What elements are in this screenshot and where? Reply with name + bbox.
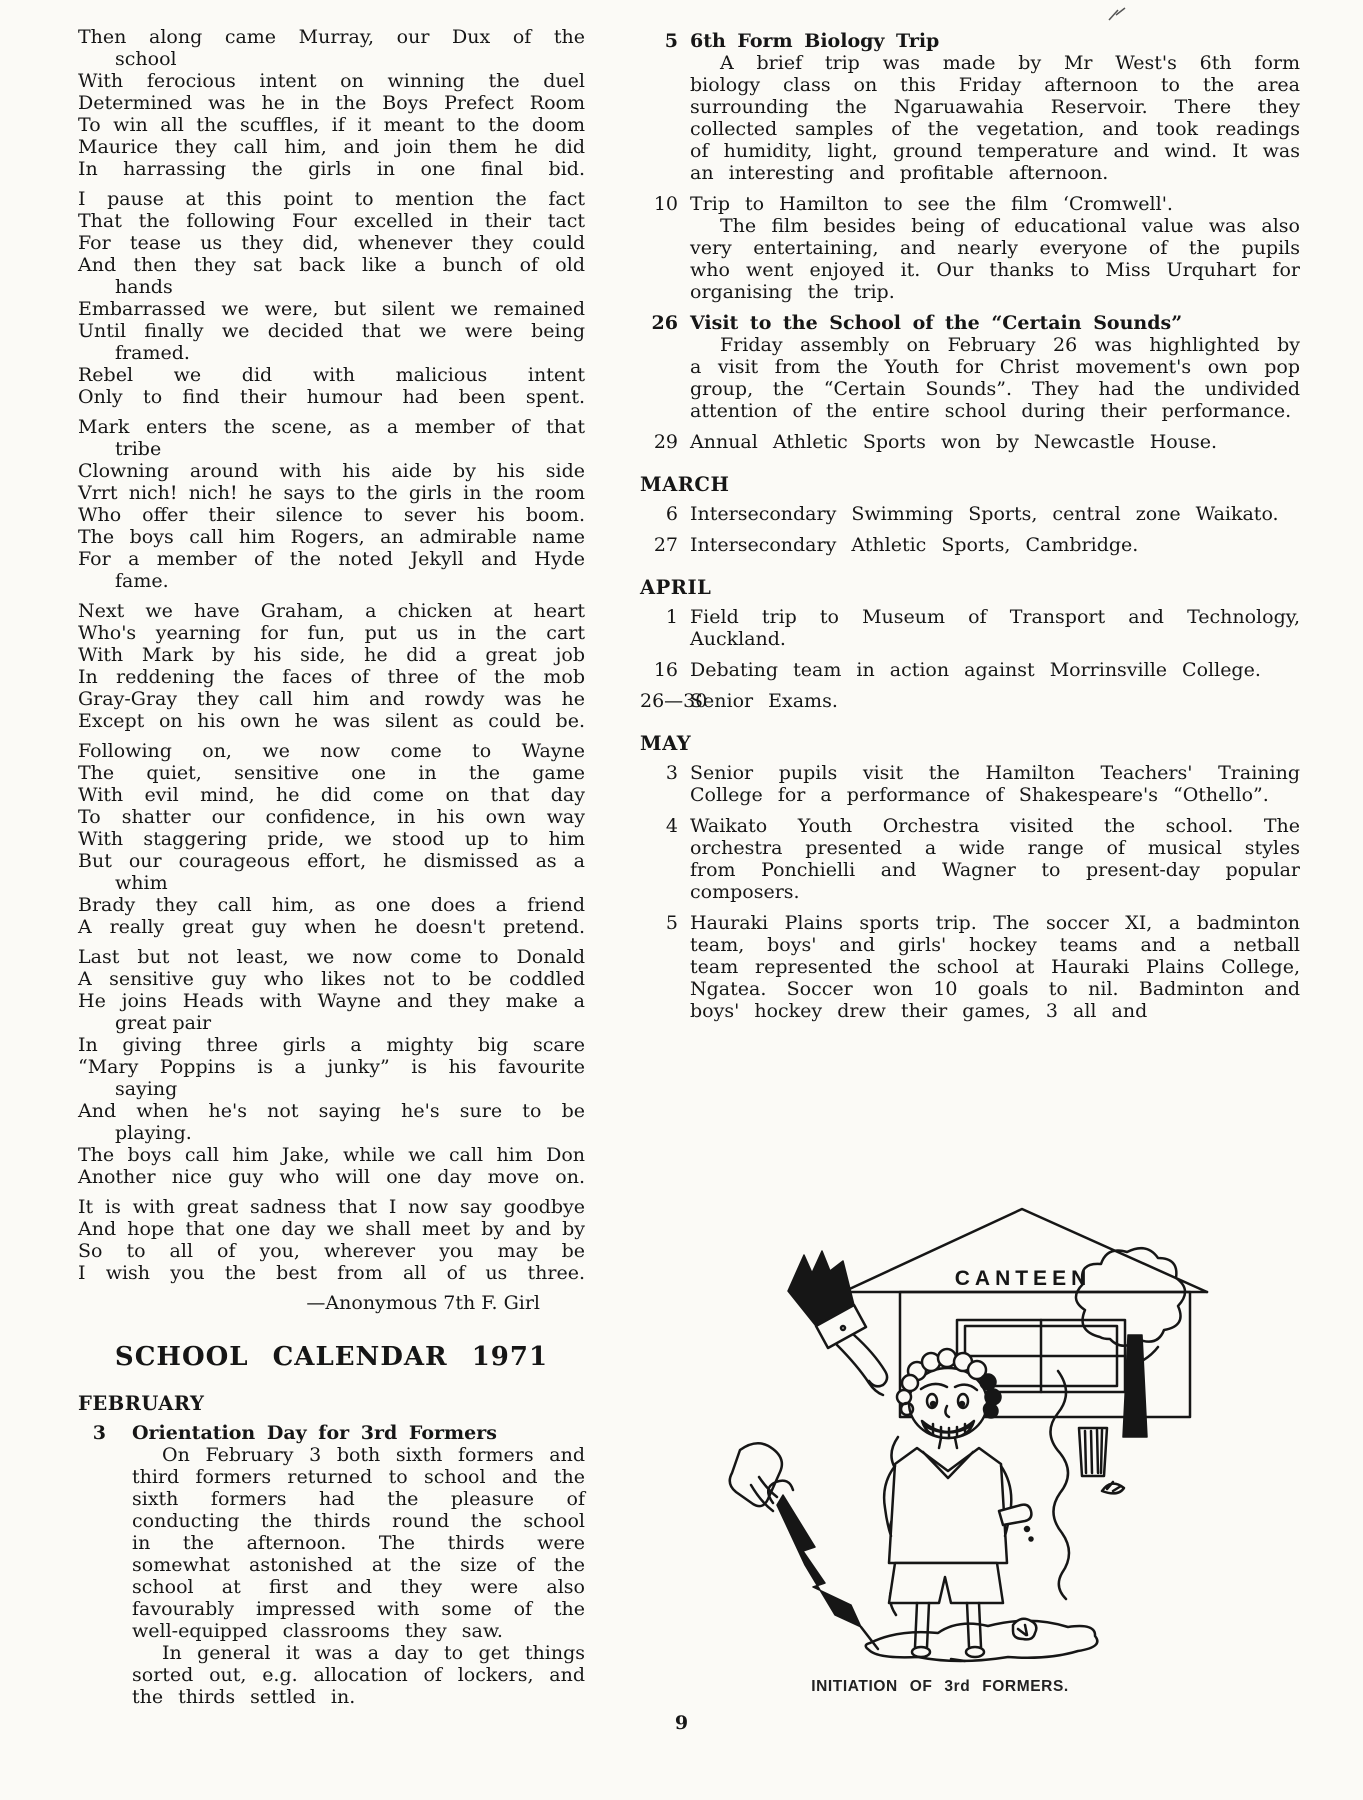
calendar-entry	[640, 431, 1300, 453]
calendar-day: 5	[665, 912, 678, 934]
calendar-entry-paragraph: The film besides being of educational value was also very entertaining, and nearly everyone of the pupils who went enjoyed it. Our thanks to Miss Urquhart for organising the trip.	[690, 215, 1300, 303]
left-column	[78, 26, 585, 1717]
calendar-day: 26—30	[640, 690, 708, 712]
calendar-entry	[640, 30, 1300, 184]
squiggle-path-right	[1050, 1371, 1069, 1599]
poem-line: saying	[115, 1078, 178, 1100]
paintbrush-icon	[788, 1251, 887, 1395]
poem-line: Gray-Gray they call him and rowdy was he	[78, 688, 585, 710]
calendar-entry-paragraph: On February 3 both sixth formers and third formers returned to school and the sixth formers had the pleasure of conducting the thirds round the school in the afternoon. The thirds were somewhat astonished at the size of the school at first and they were also favourably impressed with some of the well-equipped classrooms they saw.	[132, 1444, 585, 1642]
poem-line: Embarrassed we were, but silent we remained	[78, 298, 585, 320]
calendar-entry-content	[690, 431, 1300, 453]
calendar-entry-content	[690, 912, 1300, 1022]
calendar-entry-paragraph: Senior pupils visit the Hamilton Teachers' Training College for a performance of Shakespeare's “Othello”.	[690, 762, 1300, 806]
poem-line: fame.	[115, 570, 169, 592]
boy-figure	[884, 1349, 1033, 1657]
poem-line: Who offer their silence to sever his boom.	[78, 504, 585, 526]
poem-line: Only to find their humour had been spent.	[78, 386, 585, 408]
poem-stanza	[78, 416, 585, 592]
poem-line: Next we have Graham, a chicken at heart	[78, 600, 585, 622]
poem-line: A sensitive guy who likes not to be coddled	[78, 968, 585, 990]
calendar-entry-paragraph: Field trip to Museum of Transport and Technology, Auckland.	[690, 606, 1300, 650]
poem-line: whim	[115, 872, 168, 894]
calendar-entry-paragraph: Debating team in action against Morrinsville College.	[690, 659, 1261, 681]
page-number: 9	[674, 1712, 689, 1734]
calendar-entry	[640, 659, 1300, 681]
month-heading: MAY	[640, 732, 692, 755]
calendar-entry-title: 6th Form Biology Trip	[690, 30, 940, 52]
calendar-entry	[78, 1422, 585, 1708]
poem-attribution: —Anonymous 7th F. Girl	[306, 1292, 540, 1314]
poem-stanza	[78, 26, 585, 180]
calendar-right	[640, 30, 1300, 1022]
poem-line: With ferocious intent on winning the duel	[78, 70, 585, 92]
poem-line: Clowning around with his aide by his side	[78, 460, 585, 482]
poem-line: tribe	[115, 438, 162, 460]
calendar-day: 16	[653, 659, 678, 681]
poem-line: I wish you the best from all of us three.	[78, 1262, 585, 1284]
calendar-day: 26	[651, 312, 678, 334]
calendar-entry-paragraph: A brief trip was made by Mr West's 6th form biology class on this Friday afternoon to the area surrounding the Ngaruawahia Reservoir. There they collected samples of the vegetation, and took readings of humidity, light, ground temperature and wind. It was an interesting and profitable afternoon.	[690, 52, 1300, 184]
poem-line: Mark enters the scene, as a member of that	[78, 416, 585, 438]
poem-line: school	[115, 48, 177, 70]
poem-line: great pair	[115, 1012, 212, 1034]
canteen-label: CANTEEN	[954, 1267, 1092, 1290]
poem-line: framed.	[115, 342, 190, 364]
calendar-entry	[640, 503, 1300, 525]
calendar-entry-content	[690, 606, 1300, 650]
calendar-entry-content	[690, 30, 1300, 184]
poem-line: A really great guy when he doesn't pretend.	[78, 916, 585, 938]
initiation-cartoon	[655, 1185, 1315, 1680]
calendar-entry-content	[690, 534, 1300, 556]
canteen-building	[843, 1209, 1207, 1417]
poem-line: With staggering pride, we stood up to him	[78, 828, 585, 850]
calendar-entry	[640, 762, 1300, 806]
poem-line: Rebel we did with malicious intent	[78, 364, 585, 386]
poem-line: With Mark by his side, he did a great job	[78, 644, 585, 666]
calendar-entry-paragraph: Intersecondary Swimming Sports, central zone Waikato.	[690, 503, 1279, 525]
poem-line: Who's yearning for fun, put us in the cart	[78, 622, 585, 644]
poem-line: In giving three girls a mighty big scare	[78, 1034, 585, 1056]
calendar-entry	[640, 815, 1300, 903]
right-column	[640, 30, 1300, 1031]
poem-line: Maurice they call him, and join them he did	[78, 136, 585, 158]
poem-line: And hope that one day we shall meet by and by	[78, 1218, 585, 1240]
poem-line: Until finally we decided that we were being	[78, 320, 585, 342]
calendar-entry-content	[690, 762, 1300, 806]
calendar-entry	[640, 193, 1300, 303]
calendar-entry-content	[132, 1422, 585, 1708]
trash-can	[1079, 1428, 1107, 1476]
calendar-entry-title: Visit to the School of the “Certain Sounds”	[690, 312, 1183, 334]
poem-line: Another nice guy who will one day move on.	[78, 1166, 585, 1188]
poem-line: To win all the scuffles, if it meant to the doom	[78, 114, 585, 136]
month-heading: FEBRUARY	[78, 1392, 205, 1415]
poem-stanza	[78, 946, 585, 1188]
calendar-entry-content	[690, 659, 1300, 681]
calendar-entry	[640, 312, 1300, 422]
poem-line: Last but not least, we now come to Donald	[78, 946, 585, 968]
calendar-day: 29	[653, 431, 678, 453]
tree	[1076, 1248, 1185, 1437]
calendar-entry-content	[690, 503, 1300, 525]
poem-stanza	[78, 1196, 585, 1284]
poem-line: And when he's not saying he's sure to be	[78, 1100, 585, 1122]
calendar-entry-paragraph: Waikato Youth Orchestra visited the school. The orchestra presented a wide range of musical styles from Ponchielli and Wagner to present-day popular composers.	[690, 815, 1300, 903]
poem-line: For a member of the noted Jekyll and Hyde	[78, 548, 585, 570]
poem-line: Then along came Murray, our Dux of the	[78, 26, 585, 48]
calendar-day: 6	[665, 503, 678, 525]
poem-line: He joins Heads with Wayne and they make a	[78, 990, 585, 1012]
poem-line: And then they sat back like a bunch of old	[78, 254, 585, 276]
poem-line: The boys call him Rogers, an admirable name	[78, 526, 585, 548]
poem-line: The boys call him Jake, while we call him Don	[78, 1144, 585, 1166]
calendar-entry-paragraph: Annual Athletic Sports won by Newcastle House.	[690, 431, 1218, 453]
poem-line: With evil mind, he did come on that day	[78, 784, 585, 806]
calendar-heading: SCHOOL CALENDAR 1971	[114, 1342, 549, 1372]
calendar-day: 3	[92, 1422, 106, 1444]
calendar-entry	[640, 606, 1300, 650]
hand-with-umbrella	[730, 1443, 878, 1649]
calendar-day: 1	[665, 606, 678, 628]
cartoon-drawing	[655, 1185, 1315, 1680]
pen-mark	[1106, 6, 1128, 24]
month-heading: APRIL	[640, 576, 712, 599]
calendar-day: 27	[653, 534, 678, 556]
calendar-entry-paragraph: In general it was a day to get things sorted out, e.g. allocation of lockers, and the thirds settled in.	[132, 1642, 585, 1708]
calendar-entry-paragraph: Intersecondary Athletic Sports, Cambridge.	[690, 534, 1139, 556]
calendar-entry-paragraph: Senior Exams.	[690, 690, 838, 712]
poem-line: For tease us they did, whenever they could	[78, 232, 585, 254]
calendar-entry-content	[690, 690, 1300, 712]
month-heading: MARCH	[640, 473, 730, 496]
poem-line: It is with great sadness that I now say goodbye	[78, 1196, 585, 1218]
shell	[1102, 1482, 1124, 1493]
calendar-entry-title: Trip to Hamilton to see the film ‘Cromwell'.	[690, 193, 1173, 215]
calendar-entry-content	[690, 815, 1300, 903]
calendar-entry	[640, 912, 1300, 1022]
poem-line: playing.	[115, 1122, 192, 1144]
calendar-entry-content	[690, 312, 1300, 422]
poem-line: Determined was he in the Boys Prefect Room	[78, 92, 585, 114]
poem-line: To shatter our confidence, in his own way	[78, 806, 585, 828]
calendar-day: 10	[653, 193, 678, 215]
poem-line: Vrrt nich! nich! he says to the girls in the room	[78, 482, 585, 504]
calendar-entry	[640, 534, 1300, 556]
poem	[78, 26, 585, 1284]
calendar-day: 4	[665, 815, 678, 837]
poem-stanza	[78, 600, 585, 732]
poem-line: “Mary Poppins is a junky” is his favourite	[78, 1056, 585, 1078]
calendar-day: 5	[664, 30, 678, 52]
poem-line: But our courageous effort, he dismissed as a	[78, 850, 585, 872]
poem-line: I pause at this point to mention the fact	[78, 188, 585, 210]
poem-line: Brady they call him, as one does a friend	[78, 894, 585, 916]
poem-line: Following on, we now come to Wayne	[78, 740, 585, 762]
poem-line: In reddening the faces of three of the mob	[78, 666, 585, 688]
calendar-entry-paragraph: Friday assembly on February 26 was highlighted by a visit from the Youth for Christ movement's own pop group, the “Certain Sounds”. They had the undivided attention of the entire school during their performance.	[690, 334, 1300, 422]
calendar-left	[78, 1392, 585, 1708]
poem-line: So to all of you, wherever you may be	[78, 1240, 585, 1262]
cartoon-caption: INITIATION OF 3rd FORMERS.	[811, 1678, 1069, 1695]
calendar-entry-title: Orientation Day for 3rd Formers	[132, 1422, 497, 1444]
poem-stanza	[78, 740, 585, 938]
poem-line: In harrassing the girls in one final bid.	[78, 158, 585, 180]
poem-line: hands	[115, 276, 173, 298]
poem-line: The quiet, sensitive one in the game	[78, 762, 585, 784]
poem-line: Except on his own he was silent as could be.	[78, 710, 585, 732]
poem-stanza	[78, 188, 585, 408]
poem-line: That the following Four excelled in their tact	[78, 210, 585, 232]
calendar-entry-paragraph: Hauraki Plains sports trip. The soccer XI, a badminton team, boys' and girls' hockey teams and a netball team represented the school at Hauraki Plains College, Ngatea. Soccer won 10 goals to nil. Badminton and boys' hockey drew their games, 3 all and	[690, 912, 1300, 1022]
calendar-entry-content	[690, 193, 1300, 303]
calendar-entry	[640, 690, 1300, 712]
calendar-day: 3	[665, 762, 678, 784]
